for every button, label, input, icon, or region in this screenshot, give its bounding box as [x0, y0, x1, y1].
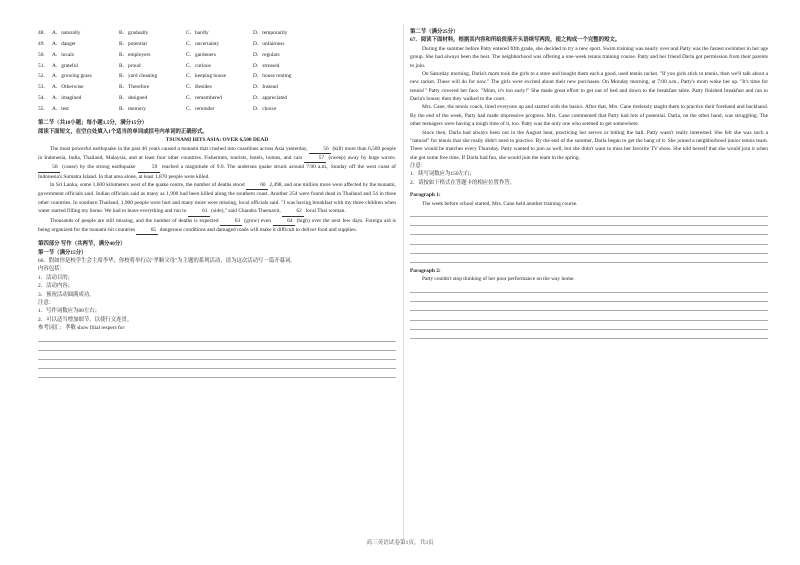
- text: dangerous conditions and damaged roads will make it difficult to deliver food and supplies.: [159, 226, 357, 233]
- option-b[interactable]: B．gradually: [119, 30, 149, 37]
- option-d[interactable]: D．unfairness: [253, 41, 285, 47]
- option-row: [38, 50, 396, 61]
- note-item-1: 1．写作词数应为80左右；: [38, 308, 100, 315]
- option-a[interactable]: A．grateful: [52, 62, 79, 69]
- option-row: [38, 82, 396, 93]
- option-row: [38, 28, 396, 39]
- text: (kill) more than 6,500 people in Indonesia, India, Thailand, Malaysia, and at least four other countries. Fishermen, tourists, hotels, homes, and cars: [38, 145, 396, 161]
- writing-prompt: 66．假如你是校学生会主席李华，你校将举行以"孝顺父母"为主题的系列活动，请为这次活动写一篇开幕词。: [38, 258, 296, 264]
- option-b[interactable]: B．employers: [119, 51, 151, 58]
- option-b[interactable]: B．memory: [119, 105, 146, 112]
- passage-paragraph-3: [38, 217, 396, 236]
- answer-line[interactable]: [410, 208, 768, 217]
- text: (sweep) away by huge waves.: [328, 154, 396, 161]
- blank-65[interactable]: 65: [136, 226, 158, 235]
- paragraph-2-label: Paragraph 2:: [410, 268, 441, 274]
- option-c[interactable]: C．uncertainty: [186, 41, 220, 47]
- story-paragraph-3: Mrs. Cane, the tennis coach, lined everyone up and started with the basics. After that, Mrs. Cane tirelessly taught them to practice their forehand and backhand. By the end of the week, Patty had made impressive progress. Mrs. Cane commented that Patty had lots of potential. Darla, on the other hand, was struggling. The other teenagers were having a tough time of it, too. Patty was the only one who seemed to get somewhere.: [410, 104, 768, 128]
- paragraph-2-answer-area[interactable]: [410, 284, 768, 339]
- option-c[interactable]: C．keeping house: [186, 73, 226, 80]
- text: local Thai woman.: [305, 208, 346, 215]
- blank-62[interactable]: 62: [282, 207, 304, 216]
- option-row: [38, 93, 396, 104]
- blank-59[interactable]: 59: [138, 163, 160, 172]
- option-row: [38, 71, 396, 82]
- question-number: 55.: [38, 105, 45, 112]
- content-item-2: 2．活动内容；: [38, 283, 74, 290]
- answer-line[interactable]: [38, 342, 396, 351]
- column-divider: [403, 24, 404, 539]
- part4b-heading: 第二节（满分25分）: [410, 29, 459, 35]
- option-c[interactable]: C．gardeners: [186, 51, 216, 58]
- option-d[interactable]: D．stressed: [253, 62, 280, 69]
- text: (cause) by the strong earthquake: [62, 164, 136, 171]
- options-list: [38, 28, 396, 114]
- blank-63[interactable]: 63: [220, 217, 242, 226]
- text: Thousands of people are still missing, and the number of deaths is expected: [50, 217, 219, 224]
- question-number: 54.: [38, 94, 45, 101]
- option-c[interactable]: C．remembered: [186, 94, 222, 101]
- question-number: 48.: [38, 30, 45, 37]
- option-row: [38, 39, 396, 50]
- option-b[interactable]: B．Therefore: [119, 84, 150, 91]
- option-b[interactable]: B．designed: [119, 94, 148, 101]
- question-number: 49.: [38, 41, 45, 47]
- option-a[interactable]: A．naturally: [52, 30, 81, 37]
- notes-label: 注意：: [410, 163, 427, 169]
- option-d[interactable]: D．choice: [253, 105, 277, 112]
- blank-56[interactable]: 56: [309, 145, 331, 154]
- content-label: 内容包括：: [38, 266, 65, 273]
- passage-paragraph-1: [38, 145, 396, 182]
- option-b[interactable]: B．potential: [119, 41, 147, 47]
- passage-title: TSUNAMI HITS ASIA: OVER 6,500 DEAD: [165, 137, 269, 144]
- answer-line[interactable]: [410, 254, 768, 263]
- option-c[interactable]: C．Besides: [186, 84, 212, 91]
- text: In Sri Lanka, some 1,600 kilometers west of the quake centre, the number of deaths stood: [50, 182, 245, 188]
- question-number: 53.: [38, 84, 45, 91]
- answer-line[interactable]: [410, 293, 768, 302]
- answer-line[interactable]: [38, 369, 396, 378]
- page-footer: 高三英语试卷第1页，共3页: [366, 540, 434, 546]
- option-d[interactable]: D．house renting: [253, 73, 292, 80]
- answer-line[interactable]: [410, 330, 768, 339]
- story-paragraph-2: On Saturday morning, Darla's mom took the girls to a store and bought them each a good, used tennis racket. "If you girls stick to tennis, then we'll talk about a new racket. These will do for now." The girls were excited about their new purchases. On Monday morning, at 7:00 a.m., Patty's mom woke her up. "It's time for tennis!" Patty covered her face. "Mom, it's too early!" She made great effort to get out of bed and down to the breakfast table. Patty finished breakfast and ran to Darla's house; then they walked to the court.: [410, 70, 768, 102]
- left-column: [38, 28, 396, 378]
- note-item-2: 2．请按如下格式在答题卡的相应位置作答。: [410, 179, 516, 186]
- option-a[interactable]: A．test: [52, 105, 69, 112]
- answer-line[interactable]: [410, 321, 768, 330]
- answer-line[interactable]: [38, 332, 396, 341]
- option-a[interactable]: A．locals: [52, 51, 74, 58]
- answer-line[interactable]: [410, 226, 768, 235]
- option-b[interactable]: B．yard cleaning: [119, 73, 158, 80]
- option-a[interactable]: A．imagined: [52, 94, 82, 101]
- note-item-1: 1．续写词数应为150左右；: [410, 171, 475, 178]
- option-c[interactable]: C．curious: [186, 62, 211, 69]
- option-row: [38, 104, 396, 115]
- content-item-1: 1．活动目的；: [38, 274, 74, 281]
- right-column: [410, 28, 768, 339]
- paragraph-2-start: Patty couldn't stop thinking of her poor performance on the way home.: [422, 276, 575, 283]
- option-d[interactable]: D．Instead: [253, 84, 278, 91]
- option-d[interactable]: D．temporarily: [253, 30, 288, 37]
- question-number: 52.: [38, 73, 45, 80]
- blank-61[interactable]: 61: [188, 207, 210, 216]
- option-a[interactable]: A．growing grass: [52, 73, 92, 80]
- writing-answer-area[interactable]: [38, 332, 396, 378]
- part4-sec1: 第一节（满分15分）: [38, 249, 87, 256]
- paragraph-1-answer-area[interactable]: [410, 208, 768, 263]
- option-c[interactable]: C．reminder: [186, 105, 215, 112]
- answer-line[interactable]: [410, 217, 768, 226]
- part4-heading: 第四部分 写作（共两节，满分40分）: [38, 241, 126, 248]
- story-paragraph-1: During the summer before Patty entered fifth grade, she decided to try a new sport. Swim training was nearly over and Patty was the fastest swimmer in her age group. She had always been the best. The neighborhood was offering a one-week tennis training course. Patty and her friend Darla got permission from their parents to join.: [410, 45, 768, 69]
- answer-line[interactable]: [410, 245, 768, 254]
- text: (grow) even: [244, 217, 271, 224]
- option-c[interactable]: C．hardly: [186, 30, 209, 37]
- paragraph-1-start: The week before school started, Mrs. Cane held another training course.: [422, 200, 578, 207]
- paragraph-1-label: Paragraph 1:: [410, 192, 441, 199]
- content-item-3: 3．预祝活动圆满成功。: [38, 291, 95, 298]
- option-b[interactable]: B．proud: [119, 62, 141, 69]
- blank-57[interactable]: 57: [304, 154, 326, 163]
- option-a[interactable]: A．Otherwise: [52, 84, 84, 91]
- question-number: 50.: [38, 51, 45, 58]
- text: reached a magnitude of 9.0. The undersea quake struck around 7:00 a.m., Sunday off the west coast of Indonesia's Sumatra Island. In that area alone, at least 1,870 people were killed.: [38, 164, 396, 180]
- option-d[interactable]: D．regulars: [253, 51, 280, 58]
- option-a[interactable]: A．danger: [52, 41, 76, 47]
- answer-line[interactable]: [410, 235, 768, 244]
- part3-instruction: 阅读下面短文，在空白处填入1个适当的单词或括号内单词的正确形式。: [38, 128, 208, 135]
- answer-line[interactable]: [38, 351, 396, 360]
- text: 2,498, and one million more were affected by the tsunami, government officials said. Indian officials said as many as 1,900 had been killed along the southern coast. Another 254 were found dead in Thailand and 54 in three other countries. In southern Thailand, 1,900 people were hurt and many more were missing, local officials said. "I was having breakfast with my three children when water started filling my home. We had to leave everything and run to: [38, 182, 396, 215]
- story-paragraph-4: Since then, Darla had always been out in the August heat, practicing her serves or hitting the ball. Patty wasn't really interested. She felt she was such a "natural" for tennis that she really didn't need to practice. By the end of the summer, Darla began to get the hang of it. She joined a neighborhood junior tennis team. There would be matches every Thursday. Patty wanted to join as well, but she didn't want to miss her favorite TV show. She told herself that she would join it when she got some free time. If Darla had fun, she would join the team in the spring.: [410, 129, 768, 161]
- part3-heading: 第二节（共10小题；每小题1.5分，满分15分）: [38, 120, 148, 127]
- blank-58[interactable]: 58: [38, 163, 60, 172]
- note-item-2: 2．可以适当增加细节，以使行文连贯。: [38, 316, 133, 323]
- blank-60[interactable]: 60: [246, 181, 268, 190]
- text: The most powerful earthquake in the past 40 years caused a tsunami that crashed into coastlines across Asia yesterday,: [50, 145, 308, 152]
- answer-line[interactable]: [38, 360, 396, 369]
- answer-line[interactable]: [410, 302, 768, 311]
- question-number: 51.: [38, 62, 45, 69]
- passage-paragraph-2: [38, 181, 396, 217]
- text: (side)," said Chandra Theenavit,: [211, 208, 281, 215]
- notes-label: 注意：: [38, 299, 55, 306]
- blank-64[interactable]: 64: [273, 217, 295, 226]
- part4b-instruction: 67．阅读下面材料，根据其内容和所给段落开头语续写两段，使之构成一个完整的短文。: [410, 37, 621, 44]
- option-row: [38, 60, 396, 71]
- text: (high) over the next few days. Foreign aid is being organized for the tsunami-hit countries: [38, 217, 396, 233]
- answer-line[interactable]: [410, 284, 768, 293]
- reference-vocab: 参考词汇：孝敬 show filial respect for: [38, 325, 125, 331]
- answer-line[interactable]: [410, 311, 768, 320]
- option-d[interactable]: D．appreciated: [253, 94, 288, 101]
